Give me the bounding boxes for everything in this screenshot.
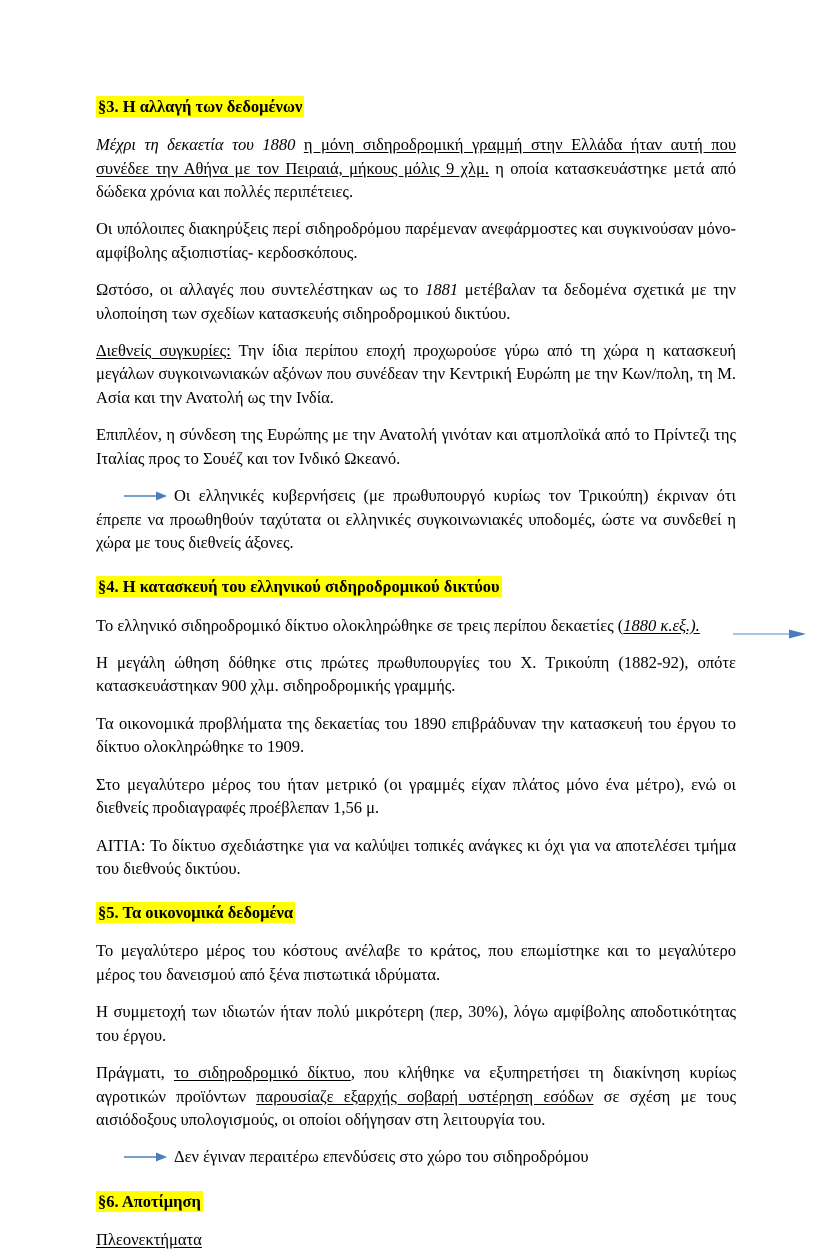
arrow-item-label: Δεν έγιναν περαιτέρω επενδύσεις στο χώρο του σιδηροδρόμου — [174, 1147, 589, 1167]
run-normal: Τα οικονομικά προβλήματα της δεκαετίας του 1890 επιβράδυναν την κατασκευή του έργου το δίκτυο ολοκληρώθηκε το 1909. — [96, 713, 736, 757]
heading-highlight: §4. Η κατασκευή του ελληνικού σιδηροδρομικού δικτύου — [98, 577, 500, 597]
paragraph-3-2 — [96, 217, 736, 264]
heading-section-6 — [96, 1191, 736, 1212]
arrow-item-3-1 — [96, 484, 736, 554]
paragraph-3-5 — [96, 423, 736, 470]
heading-highlight: §3. Η αλλαγή των δεδομένων — [98, 97, 303, 116]
run-normal: Πράγματι, — [96, 1063, 174, 1083]
heading-highlight: §5. Τα οικονομικά δεδομένα — [98, 903, 294, 923]
paragraph-3-3 — [96, 278, 736, 325]
paragraph-5-2 — [96, 1000, 736, 1047]
paragraph-4-2 — [96, 651, 736, 698]
run-italic: Μέχρι τη δεκαετία του 1880 — [96, 135, 304, 155]
run-italic: 1881 — [425, 280, 459, 300]
arrow-item-label: Οι ελληνικές κυβερνήσεις (με πρωθυπουργό κυρίως τον Τρικούπη) έκριναν ότι έπρεπε να προωθηθούν ταχύτατα οι ελληνικές συγκοινωνιακές υποδομές, ώστε να συνδεθεί η χώρα με τους διεθνείς άξονες. — [96, 486, 736, 553]
margin-right-arrow-icon — [733, 627, 807, 641]
run-normal: Η συμμετοχή των ιδιωτών ήταν πολύ μικρότερη (περ, 30%), λόγω αμφίβολης αποδοτικότητας του έργου. — [96, 1002, 736, 1045]
document-body — [96, 96, 736, 1251]
paragraph-5-3 — [96, 1061, 736, 1131]
run-normal: μετέβαλαν τα δεδομένα σχετικά με την υλοποίηση των σχεδίων κατασκευής σιδηροδρομικού δικτύου. — [96, 280, 736, 323]
subheading-label: Πλεονεκτήματα — [96, 1229, 202, 1249]
run-normal: Το ελληνικό σιδηροδρομικό δίκτυο ολοκληρώθηκε σε τρεις περίπου δεκαετίες ( — [96, 615, 624, 635]
run-normal: Ωστόσο, οι αλλαγές που συντελέστηκαν ως το — [96, 280, 426, 300]
run-underline: Διεθνείς συγκυρίες: — [96, 341, 231, 361]
heading-section-4 — [96, 576, 736, 597]
run-underline: το σιδηροδρομικό δίκτυο — [173, 1063, 351, 1083]
paragraph-4-5 — [96, 834, 736, 881]
paragraph-4-4 — [96, 773, 736, 820]
paragraph-4-1 — [96, 614, 736, 637]
right-arrow-icon — [124, 1151, 168, 1163]
heading-section-5 — [96, 902, 736, 923]
paragraph-3-4 — [96, 339, 736, 409]
heading-section-3 — [96, 96, 736, 117]
run-normal: Την ίδια περίπου εποχή προχωρούσε γύρω από τη χώρα η κατασκευή μεγάλων συγκοινωνιακών αξόνων που συνέδεαν την Κεντρική Ευρώπη με την Κων/πολη, τη Μ. Ασία και την Ανατολή ως την Ινδία. — [96, 341, 736, 407]
paragraph-5-1 — [96, 939, 736, 986]
run-underline: παρουσίαζε εξαρχής σοβαρή υστέρηση εσόδων — [256, 1086, 594, 1106]
run-normal: Το μεγαλύτερο μέρος του κόστους ανέλαβε το κράτος, που επωμίστηκε και το μεγαλύτερο μέρος του δανεισμού από ξένα πιστωτικά ιδρύματα. — [96, 941, 736, 984]
arrow-item-5-1 — [96, 1145, 736, 1168]
subheading-section-6 — [96, 1228, 736, 1251]
run-underline: η μόνη σιδηροδρομική γραμμή στην Ελλάδα ήταν αυτή που συνέδεε την Αθήνα με τον Πειραιά, μήκους μόλις 9 χλμ. — [96, 135, 737, 178]
paragraph-4-3 — [96, 712, 736, 759]
run-normal: η οποία κατασκευάστηκε μετά από δώδεκα χρόνια και πολλές περιπέτειες. — [96, 158, 736, 201]
run-normal: , που κλήθηκε να εξυπηρετήσει τη διακίνηση κυρίως αγροτικών προϊόντων — [96, 1063, 736, 1106]
right-arrow-icon — [124, 490, 168, 502]
run-italic-underline: 1880 κ.εξ.). — [623, 615, 700, 635]
run-normal: Οι υπόλοιπες διακηρύξεις περί σιδηροδρόμου παρέμεναν ανεφάρμοστες και συγκινούσαν μόνο- αμφίβολης αξιοπιστίας- κερδοσκόπους. — [96, 219, 736, 262]
heading-highlight: §6. Αποτίμηση — [98, 1191, 201, 1211]
run-normal: Στο μεγαλύτερο μέρος του ήταν μετρικό (οι γραμμές είχαν πλάτος μόνο ένα μέτρο), ενώ οι διεθνείς προδιαγραφές προέβλεπαν 1,56 μ. — [96, 774, 736, 818]
run-normal: Επιπλέον, η σύνδεση της Ευρώπης με την Ανατολή γινόταν και ατμοπλοϊκά από το Πρίντεζι της Ιταλίας προς το Σουέζ και τον Ινδικό Ωκεανό. — [96, 425, 736, 468]
run-normal: ΑΙΤΙΑ: Το δίκτυο σχεδιάστηκε για να καλύψει τοπικές ανάγκες κι όχι για να αποτελέσει τμήμα του διεθνούς δικτύου. — [96, 835, 736, 878]
run-normal: σε σχέση με τους αισιόδοξους υπολογισμούς, οι οποίοι οδήγησαν στη λειτουργία του. — [96, 1086, 736, 1129]
run-normal: Η μεγάλη ώθηση δόθηκε στις πρώτες πρωθυπουργίες του Χ. Τρικούπη (1882-92), οπότε κατασκευάστηκαν 900 χλμ. σιδηροδρομικής γραμμής. — [96, 652, 736, 696]
paragraph-3-1 — [96, 133, 736, 203]
